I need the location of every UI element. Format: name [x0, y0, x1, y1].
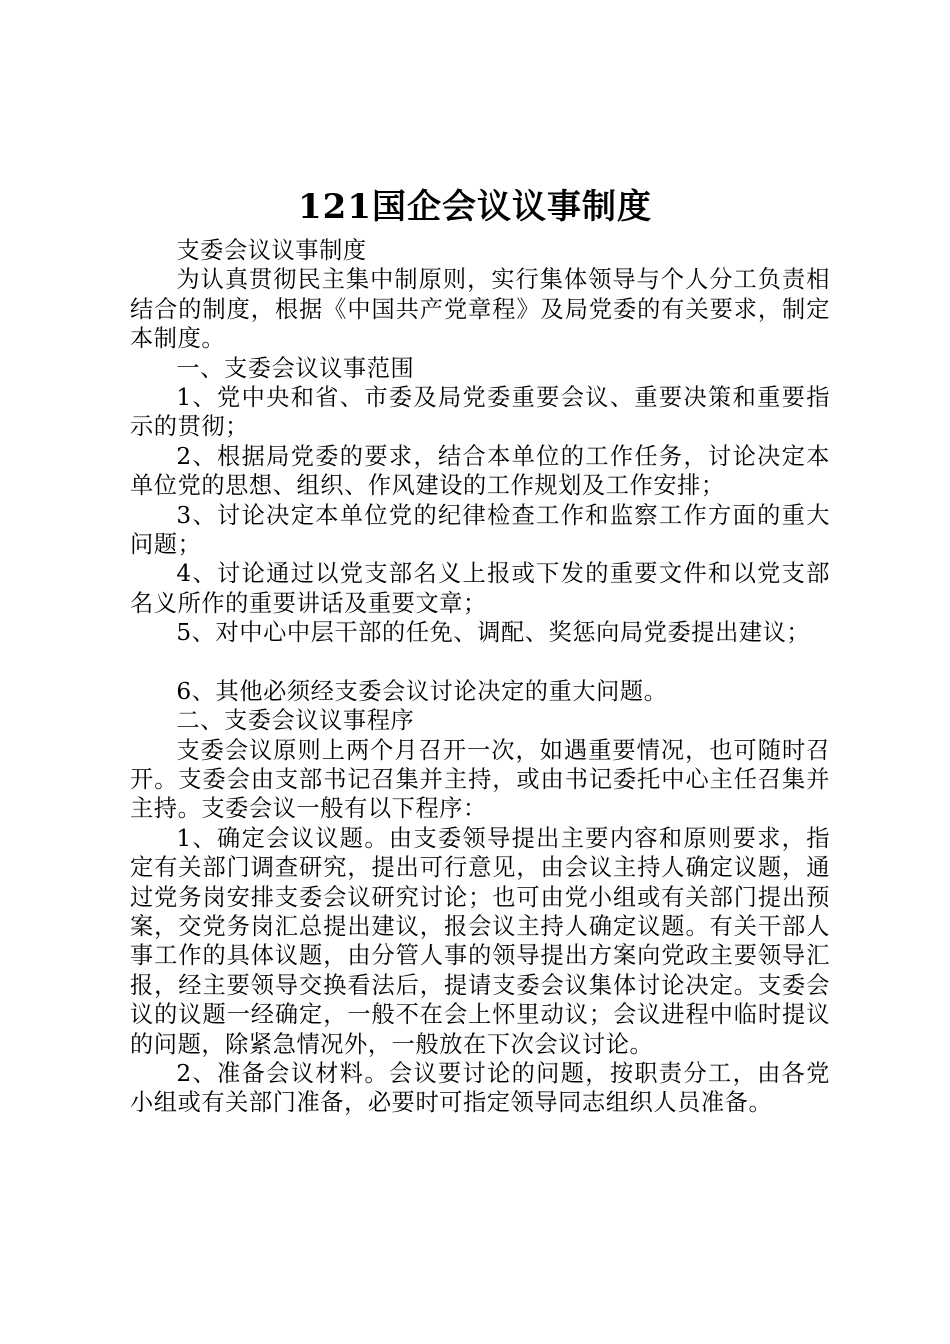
- paragraph-scope-1: 1、党中央和省、市委及局党委重要会议、重要决策和重要指示的贯彻；: [130, 384, 830, 441]
- paragraph-scope-2: 2、根据局党委的要求，结合本单位的工作任务，讨论决定本单位党的思想、组织、作风建设的工作规划及工作安排；: [130, 442, 830, 500]
- section-heading-scope: 一、支委会议议事范围: [176, 354, 415, 382]
- paragraph-scope-3: 3、讨论决定本单位党的纪律检查工作和监察工作方面的重大问题；: [130, 501, 830, 559]
- section-heading-procedure: 二、支委会议议事程序: [176, 707, 415, 735]
- document-title: 121国企会议议事制度: [298, 187, 652, 227]
- paragraph-subtitle: 支委会议议事制度: [176, 237, 367, 264]
- paragraph-procedure-2: 2、准备会议材料。会议要讨论的问题，按职责分工，由各党小组或有关部门准备，必要时可指定领导同志组织人员准备。: [130, 1059, 830, 1117]
- paragraph-scope-5: 5、对中心中层干部的任免、调配、奖惩向局党委提出建议；: [176, 619, 811, 647]
- document-body: [130, 236, 830, 1118]
- paragraph-scope-4: 4、讨论通过以党支部名义上报或下发的重要文件和以党支部名义所作的重要讲话及重要文章；: [130, 560, 830, 617]
- paragraph-procedure-intro: 支委会议原则上两个月召开一次，如遇重要情况，也可随时召开。支委会由支部书记召集并主持，或由书记委托中心主任召集并主持。支委会议一般有以下程序：: [130, 736, 830, 823]
- paragraph-procedure-1: 1、确定会议议题。由支委领导提出主要内容和原则要求，指定有关部门调查研究，提出可行意见，由会议主持人确定议题，通过党务岗安排支委会议研究讨论；也可由党小组或有关部门提出预案，交党务岗汇总提出建议，报会议主持人确定议题。有关干部人事工作的具体议题，由分管人事的领导提出方案向党政主要领导汇报，经主要领导交换看法后，提请支委会议集体讨论决定。支委会议的议题一经确定，一般不在会上怀里动议；会议进程中临时提议的问题，除紧急情况外，一般放在下次会议讨论。: [130, 824, 830, 1058]
- paragraph-scope-6: 6、其他必须经支委会议讨论决定的重大问题。: [176, 677, 668, 705]
- paragraph-intro: 为认真贯彻民主集中制原则，实行集体领导与个人分工负责相结合的制度，根据《中国共产党章程》及局党委的有关要求，制定本制度。: [130, 266, 830, 353]
